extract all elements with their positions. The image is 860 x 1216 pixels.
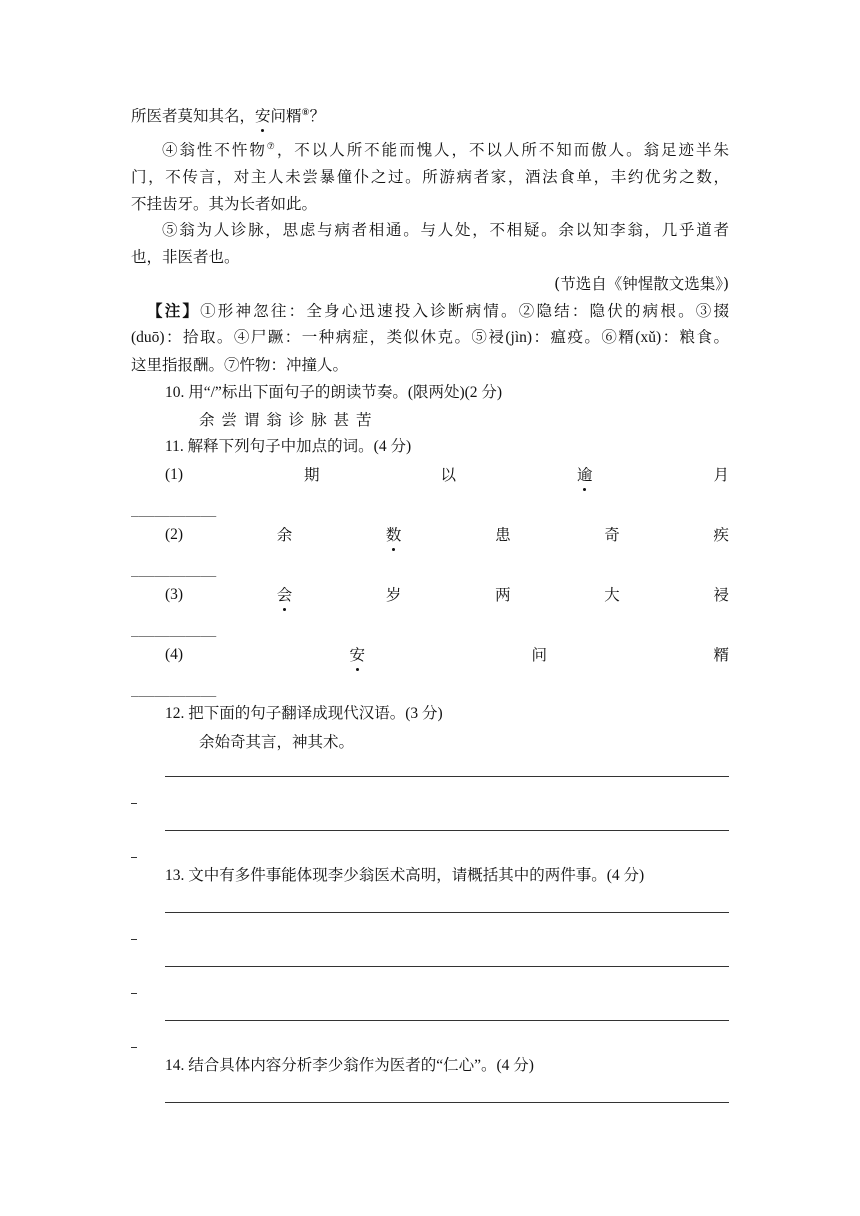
paragraph-5-line-2: 也，非医者也。 — [131, 248, 240, 266]
item-char: 期 — [304, 466, 320, 484]
item-char: 疾 — [713, 526, 729, 544]
question-11-stem: 11. 解释下列句子中加点的词。(4 分) — [165, 438, 412, 455]
q11-item-3 — [165, 583, 729, 607]
item-number: (2) — [165, 526, 184, 543]
footnote-mark: ⑧ — [301, 108, 310, 118]
passage-text: ，不以人所不能而愧人，不以人所不知而傲人。翁足迹半朱 — [276, 141, 729, 159]
item-number: (4) — [165, 646, 184, 663]
item-char: 患 — [495, 526, 511, 544]
q11-item-4 — [165, 643, 729, 667]
item-char: 问 — [531, 646, 548, 664]
paragraph-4-line-3: 不挂齿牙。其为长者如此。 — [131, 195, 318, 213]
answer-line-tick — [131, 939, 137, 940]
question-12-stem: 12. 把下面的句子翻译成现代汉语。(3 分) — [165, 705, 443, 722]
source-citation: (节选自《钟惺散文选集》) — [554, 275, 729, 293]
answer-line-tick — [131, 1047, 137, 1048]
dotted-char: 安 — [255, 104, 271, 128]
passage-text: ④翁性不忤物 — [162, 141, 267, 159]
dotted-char: 会 — [277, 583, 293, 607]
item-char: 奇 — [604, 526, 620, 544]
question-10-stem: 10. 用“/”标出下面句子的朗读节奏。(限两处)(2 分) — [165, 384, 503, 401]
item-number: (1) — [165, 466, 184, 483]
answer-line[interactable] — [165, 966, 729, 967]
answer-blank-2[interactable]: ___________ — [131, 559, 217, 577]
notes-line-1 — [131, 299, 729, 323]
dotted-char: 安 — [350, 643, 366, 667]
answer-line[interactable] — [165, 776, 729, 777]
dotted-char: 逾 — [577, 463, 593, 487]
paragraph-5-line-1 — [131, 218, 729, 242]
question-12-sentence: 余始奇其言，神其术。 — [199, 733, 355, 751]
item-char: 两 — [495, 586, 511, 604]
passage-line-1 — [131, 104, 325, 128]
answer-line[interactable] — [165, 1102, 729, 1103]
answer-line[interactable] — [165, 830, 729, 831]
answer-line-tick — [131, 803, 137, 804]
dotted-char: 数 — [386, 523, 402, 547]
notes-line-3: 这里指报酬。⑦忤物：冲撞人。 — [131, 356, 349, 374]
question-10-sentence: 余 尝 谓 翁 诊 脉 甚 苦 — [199, 411, 373, 429]
passage-text: 所医者莫知其名， — [131, 107, 256, 125]
footnote-mark: ⑦ — [266, 142, 277, 152]
answer-line-tick — [131, 993, 137, 994]
paragraph-4-line-1 — [131, 138, 729, 162]
answer-line[interactable] — [165, 1020, 729, 1021]
item-char: 岁 — [385, 586, 402, 604]
q11-item-1 — [165, 463, 729, 487]
paragraph-4-line-2: 门，不传言，对主人未尝暴僮仆之过。所游病者家，酒法食单，丰约优劣之数， — [131, 168, 729, 186]
answer-blank-3[interactable]: ___________ — [131, 619, 217, 637]
question-13-stem: 13. 文中有多件事能体现李少翁医术高明，请概括其中的两件事。(4 分) — [165, 867, 645, 884]
notes-text: ①形神忽往：全身心迅速投入诊断病情。②隐结：隐伏的病根。③掇 — [200, 302, 729, 320]
answer-line[interactable] — [165, 912, 729, 913]
passage-text: ？ — [309, 107, 326, 125]
notes-label: 【注】 — [147, 301, 201, 320]
passage-text: 问糈 — [270, 107, 302, 125]
item-char: 大 — [604, 586, 620, 604]
item-char: 糈 — [713, 646, 729, 664]
answer-blank-1[interactable]: ___________ — [131, 499, 217, 517]
item-char: 月 — [713, 466, 729, 484]
answer-blank-4[interactable]: ___________ — [131, 679, 217, 697]
question-14-stem: 14. 结合具体内容分析李少翁作为医者的“仁心”。(4 分) — [165, 1057, 534, 1074]
item-char: 余 — [276, 526, 293, 544]
item-number: (3) — [165, 586, 184, 603]
notes-line-2: (duō)：拾取。④尸蹶：一种病症，类似休克。⑤祲(jìn)：瘟疫。⑥糈(xǔ)：粮食。 — [131, 329, 729, 346]
q11-item-2 — [165, 523, 729, 547]
item-char: 以 — [440, 466, 457, 484]
answer-line-tick — [131, 857, 137, 858]
passage-text: ⑤翁为人诊脉，思虑与病者相通。与人处，不相疑。余以知李翁，几乎道者 — [162, 221, 729, 239]
item-char: 祲 — [713, 586, 729, 604]
